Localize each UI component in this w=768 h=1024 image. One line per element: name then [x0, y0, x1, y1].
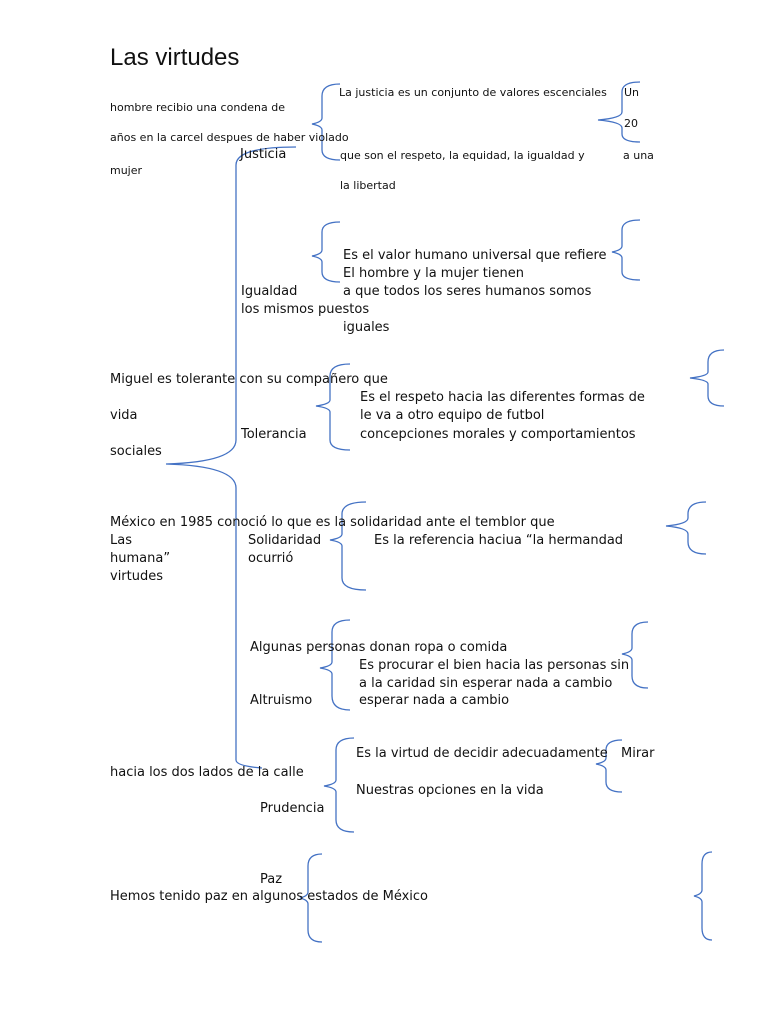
altruismo-example-line2: a la caridad sin esperar nada a cambio: [359, 676, 613, 691]
igualdad-definition-line2: a que todos los seres humanos somos: [343, 284, 592, 299]
tolerancia-definition-line3: sociales: [110, 444, 162, 459]
prudencia-definition-line1: Es la virtud de decidir adecuadamente: [356, 746, 608, 761]
prudencia-label: Prudencia: [260, 801, 325, 816]
justicia-example-line1: hombre recibio una condena de: [110, 101, 286, 114]
igualdad-definition-line1: Es el valor humano universal que refiere: [343, 248, 607, 263]
tolerancia-example-brace: [690, 350, 724, 406]
prudencia-example-line1: Mirar: [621, 746, 655, 761]
altruismo-example-brace: [622, 622, 648, 688]
tolerancia-definition-line2: concepciones morales y comportamientos: [360, 427, 636, 442]
main-brace: [166, 147, 296, 768]
justicia-definition-line1: La justicia es un conjunto de valores escenciales: [339, 86, 607, 99]
solidaridad-example-brace: [666, 502, 706, 554]
solidaridad-label: Solidaridad: [248, 533, 322, 548]
paz-example-brace: [694, 852, 712, 940]
justicia-definition-line2: que son el respeto, la equidad, la igualdad y: [340, 149, 585, 162]
tolerancia-example-line2: vida: [110, 408, 138, 423]
igualdad-example-line1: El hombre y la mujer tienen: [343, 266, 524, 281]
altruismo-example-line1: Algunas personas donan ropa o comida: [250, 640, 508, 655]
prudencia-definition-line2: Nuestras opciones en la vida: [356, 783, 544, 798]
tolerancia-label: Tolerancia: [241, 427, 307, 442]
igualdad-definition-line3: iguales: [343, 320, 390, 335]
igualdad-example-brace: [612, 220, 640, 280]
altruismo-definition-line1: Es procurar el bien hacia las personas sin: [359, 658, 630, 673]
justicia-label: Justicia: [240, 147, 287, 162]
altruismo-definition-line2: esperar nada a cambio: [359, 693, 510, 708]
tolerancia-example-line1: Miguel es tolerante con su compañero que: [110, 372, 388, 387]
justicia-example-line2: años en la carcel despues de haber violado: [110, 131, 349, 144]
central-label-line1: Las: [110, 533, 132, 548]
tolerancia-definition-line1: Es el respeto hacia las diferentes formas de: [360, 390, 645, 405]
altruismo-label: Altruismo: [250, 693, 313, 708]
solidaridad-example-line1: México en 1985 conoció lo que es la solidaridad ante el temblor que: [110, 515, 555, 530]
justicia-definition-line3: la libertad: [340, 179, 396, 192]
paz-example-line1: Hemos tenido paz en algunos estados de México: [110, 889, 429, 904]
solidaridad-definition-line1: Es la referencia haciua “la hermandad: [374, 533, 624, 548]
igualdad-brace: [312, 222, 340, 282]
page-title: Las virtudes: [110, 44, 240, 71]
solidaridad-example-line2: ocurrió: [248, 551, 294, 566]
paz-label: Paz: [260, 872, 283, 887]
igualdad-example-line2: los mismos puestos: [241, 302, 370, 317]
tolerancia-example-line3: le va a otro equipo de futbol: [360, 408, 545, 423]
justicia-example-right-1: Un: [624, 86, 640, 99]
justicia-example-right-3: a una: [623, 149, 654, 162]
justicia-example-right-2: 20: [624, 117, 638, 130]
altruismo-brace: [320, 620, 350, 710]
justicia-brace: [312, 84, 340, 160]
igualdad-label: Igualdad: [241, 284, 298, 299]
central-label-line2: virtudes: [110, 569, 164, 584]
solidaridad-definition-line2: humana”: [110, 551, 171, 566]
justicia-example-line3: mujer: [110, 164, 143, 177]
prudencia-brace: [324, 738, 354, 832]
prudencia-example-line2: hacia los dos lados de la calle: [110, 765, 304, 780]
